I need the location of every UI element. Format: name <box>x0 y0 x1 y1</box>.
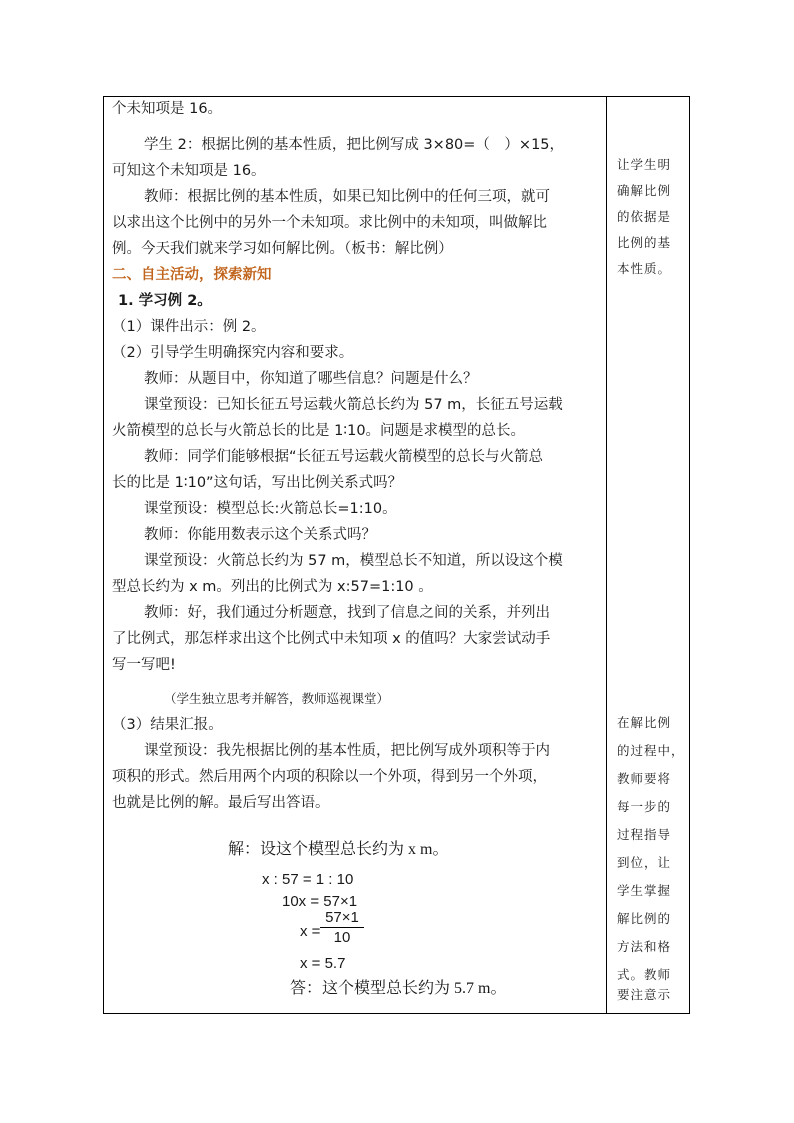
text-line: 写一写吧! <box>112 657 176 673</box>
text-line: 教师：根据比例的基本性质，如果已知比例中的任何三项，就可 <box>144 189 550 205</box>
stage-direction: （学生独立思考并解答，教师巡视课堂） <box>164 691 390 706</box>
fraction-bar <box>320 927 364 928</box>
side-note-line: 比例的基 <box>617 235 672 250</box>
text-line: 可知这个未知项是 16。 <box>112 163 266 179</box>
text-line: 火箭模型的总长与火箭总长的比是 1∶10。问题是求模型的总长。 <box>112 423 526 439</box>
text-line: 教师：好，我们通过分析题意，找到了信息之间的关系，并列出 <box>144 605 550 621</box>
text-line: 以求出这个比例中的另外一个未知项。求比例中的未知项，叫做解比 <box>112 215 547 231</box>
equation-fraction <box>320 909 364 946</box>
text-line: 长的比是 1∶10”这句话，写出比例关系式吗？ <box>112 475 403 491</box>
side-note-line: 要注意示 <box>617 987 672 1002</box>
side-note-line: 本性质。 <box>617 261 672 276</box>
equation-line: x = 5.7 <box>300 955 346 972</box>
text-line: 课堂预设：火箭总长约为 57 m，模型总长不知道，所以设这个模 <box>144 553 563 569</box>
solution-answer: 答：这个模型总长约为 5.7 m。 <box>290 980 507 997</box>
text-line: 教师：从题目中，你知道了哪些信息？问题是什么？ <box>144 371 478 387</box>
text-line: 了比例式，那怎样求出这个比例式中未知项 x 的值吗？大家尝试动手 <box>112 631 551 647</box>
side-note-line: 的依据是 <box>617 209 672 224</box>
text-line: 课堂预设：已知长征五号运载火箭总长约为 57 m，长征五号运载 <box>144 397 563 413</box>
side-note-line: 的过程中， <box>617 743 685 758</box>
side-note-line: 到位，让 <box>617 855 672 870</box>
text-line: 课堂预设：模型总长:火箭总长=1:10。 <box>144 501 397 517</box>
side-note-line: 确解比例 <box>617 183 672 198</box>
text-line: 教师：同学们能够根据“长征五号运载火箭模型的总长与火箭总 <box>144 449 544 465</box>
section-heading: 二、自主活动，探索新知 <box>112 267 272 283</box>
text-line: 也就是比例的解。最后写出答语。 <box>112 795 330 811</box>
side-note-line: 让学生明 <box>617 157 672 172</box>
text-line: 教师：你能用数表示这个关系式吗？ <box>144 527 376 543</box>
side-note-line: 学生掌握 <box>617 883 672 898</box>
solution-header: 解：设这个模型总长约为 x m。 <box>228 841 449 858</box>
design-intent-cell <box>607 97 691 1013</box>
lesson-table <box>103 96 690 1014</box>
fraction-denominator: 10 <box>333 929 351 946</box>
equation-fraction-lhs: x = <box>300 923 321 940</box>
text-line: 个未知项是 16。 <box>112 101 223 117</box>
text-line: 学生 2：根据比例的基本性质，把比例写成 3×80=（ ）×15， <box>144 137 565 153</box>
equation-line: x : 57 = 1 : 10 <box>262 871 354 888</box>
subheading: 1. 学习例 2。 <box>118 293 212 309</box>
text-line: （2）引导学生明确探究内容和要求。 <box>112 345 354 361</box>
fraction-numerator: 57×1 <box>325 909 359 926</box>
text-line: 例。今天我们就来学习如何解比例。（板书：解比例） <box>112 241 453 257</box>
side-note-line: 式。教师 <box>617 967 672 982</box>
side-note-line: 过程指导 <box>617 827 672 842</box>
side-note-line: 教师要将 <box>617 771 672 786</box>
side-note-line: 在解比例 <box>617 715 672 730</box>
teaching-process-cell <box>104 97 606 1013</box>
text-line: 型总长约为 x m。列出的比例式为 x:57=1:10 。 <box>112 579 433 595</box>
side-note-line: 每一步的 <box>617 799 672 814</box>
side-note-line: 方法和格 <box>617 939 672 954</box>
text-line: （3）结果汇报。 <box>112 717 223 733</box>
side-note-line: 解比例的 <box>617 911 672 926</box>
text-line: （1）课件出示：例 2。 <box>112 319 266 335</box>
text-line: 课堂预设：我先根据比例的基本性质，把比例写成外项积等于内 <box>144 743 550 759</box>
text-line: 项积的形式。然后用两个内项的积除以一个外项，得到另一个外项， <box>112 769 547 785</box>
equation-line: 10x = 57×1 <box>282 893 358 910</box>
